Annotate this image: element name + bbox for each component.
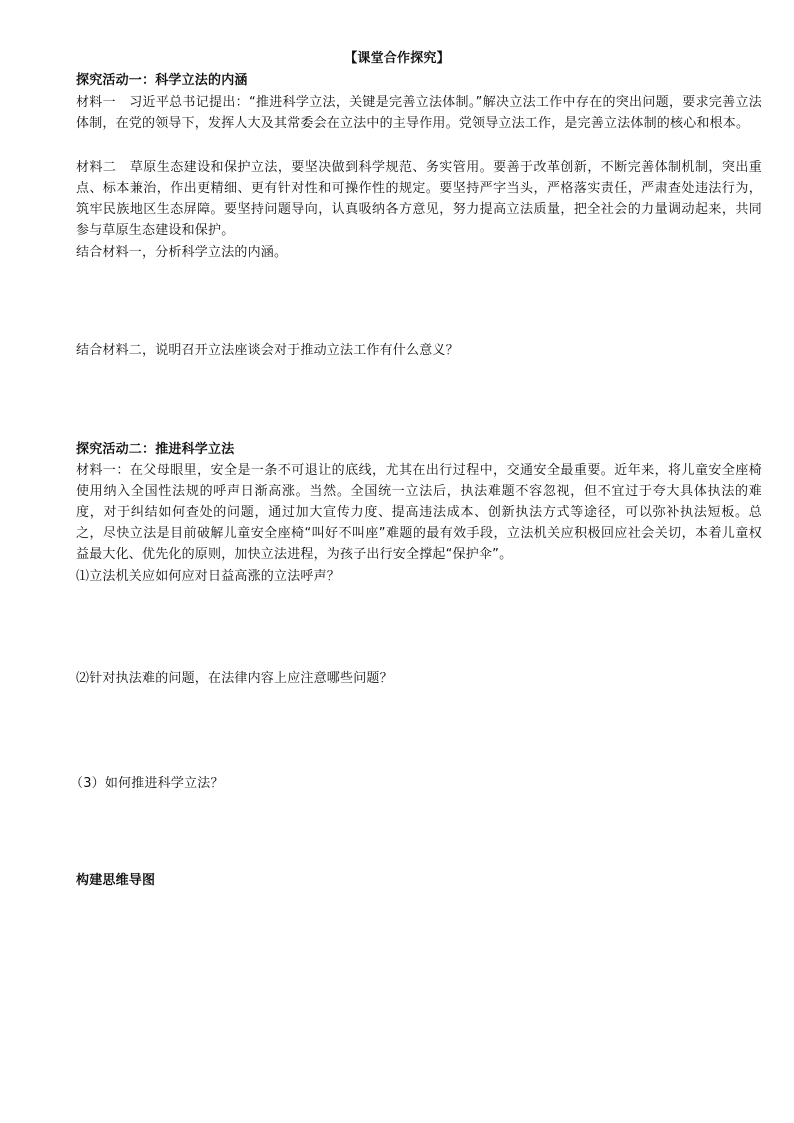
activity2-heading: 探究活动二：推进科学立法 [76,442,235,457]
activity2-question1: ⑴立法机关应如何应对日益高涨的立法呼声？ [76,569,341,584]
activity1-heading: 探究活动一：科学立法的内涵 [76,73,248,88]
activity1-material1-text: 材料一 习近平总书记提出：“推进科学立法，关键是完善立法体制。”解决立法工作中存在的突出问题，要求完善立法体制，在党的领导下，发挥人大及其常委会在立法中的主导作用。党领导立法工作，是完善立法体制的核心和根本。 [76,95,762,131]
activity1-material2-text: 材料二 草原生态建设和保护立法，要坚决做到科学规范、务实管用。要善于改革创新，不断完善体制机制，突出重点、标本兼治，作出更精细、更有针对性和可操作性的规定。要坚持严字当头，严格落实责任，严肃查处违法行为，筑牢民族地区生态屏障。要坚持问题导向，认真吸纳各方意见，努力提高立法质量，把全社会的力量调动起来，共同参与草原生态建设和保护。 [76,160,762,238]
activity1-material1 [76,92,762,134]
activity1-question2: 结合材料二，说明召开立法座谈会对于推动立法工作有什么意义？ [76,343,459,358]
activity2-material1 [76,460,762,565]
page-title: 【课堂合作探究】 [344,51,450,66]
activity1-material2 [76,157,762,241]
mindmap-heading: 构建思维导图 [76,873,156,888]
activity1-question1: 结合材料一，分析科学立法的内涵。 [76,245,288,260]
activity2-question2: ⑵针对执法难的问题，在法律内容上应注意哪些问题？ [76,671,393,686]
activity2-question3: （3）如何推进科学立法？ [70,776,224,791]
activity2-material1-text: 材料一：在父母眼里，安全是一条不可退让的底线，尤其在出行过程中，交通安全最重要。近年来，将儿童安全座椅使用纳入全国性法规的呼声日渐高涨。当然。全国统一立法后，执法难题不容忽视，但不宜过于夸大具体执法的难度，对于纠结如何查处的问题，通过加大宣传力度、提高违法成本、创新执法方式等途径，可以弥补执法短板。总之，尽快立法是目前破解儿童安全座椅“叫好不叫座”难题的最有效手段，立法机关应积极回应社会关切，本着儿童权益最大化、优先化的原则，加快立法进程，为孩子出行安全撑起“保护伞”。 [76,463,762,562]
